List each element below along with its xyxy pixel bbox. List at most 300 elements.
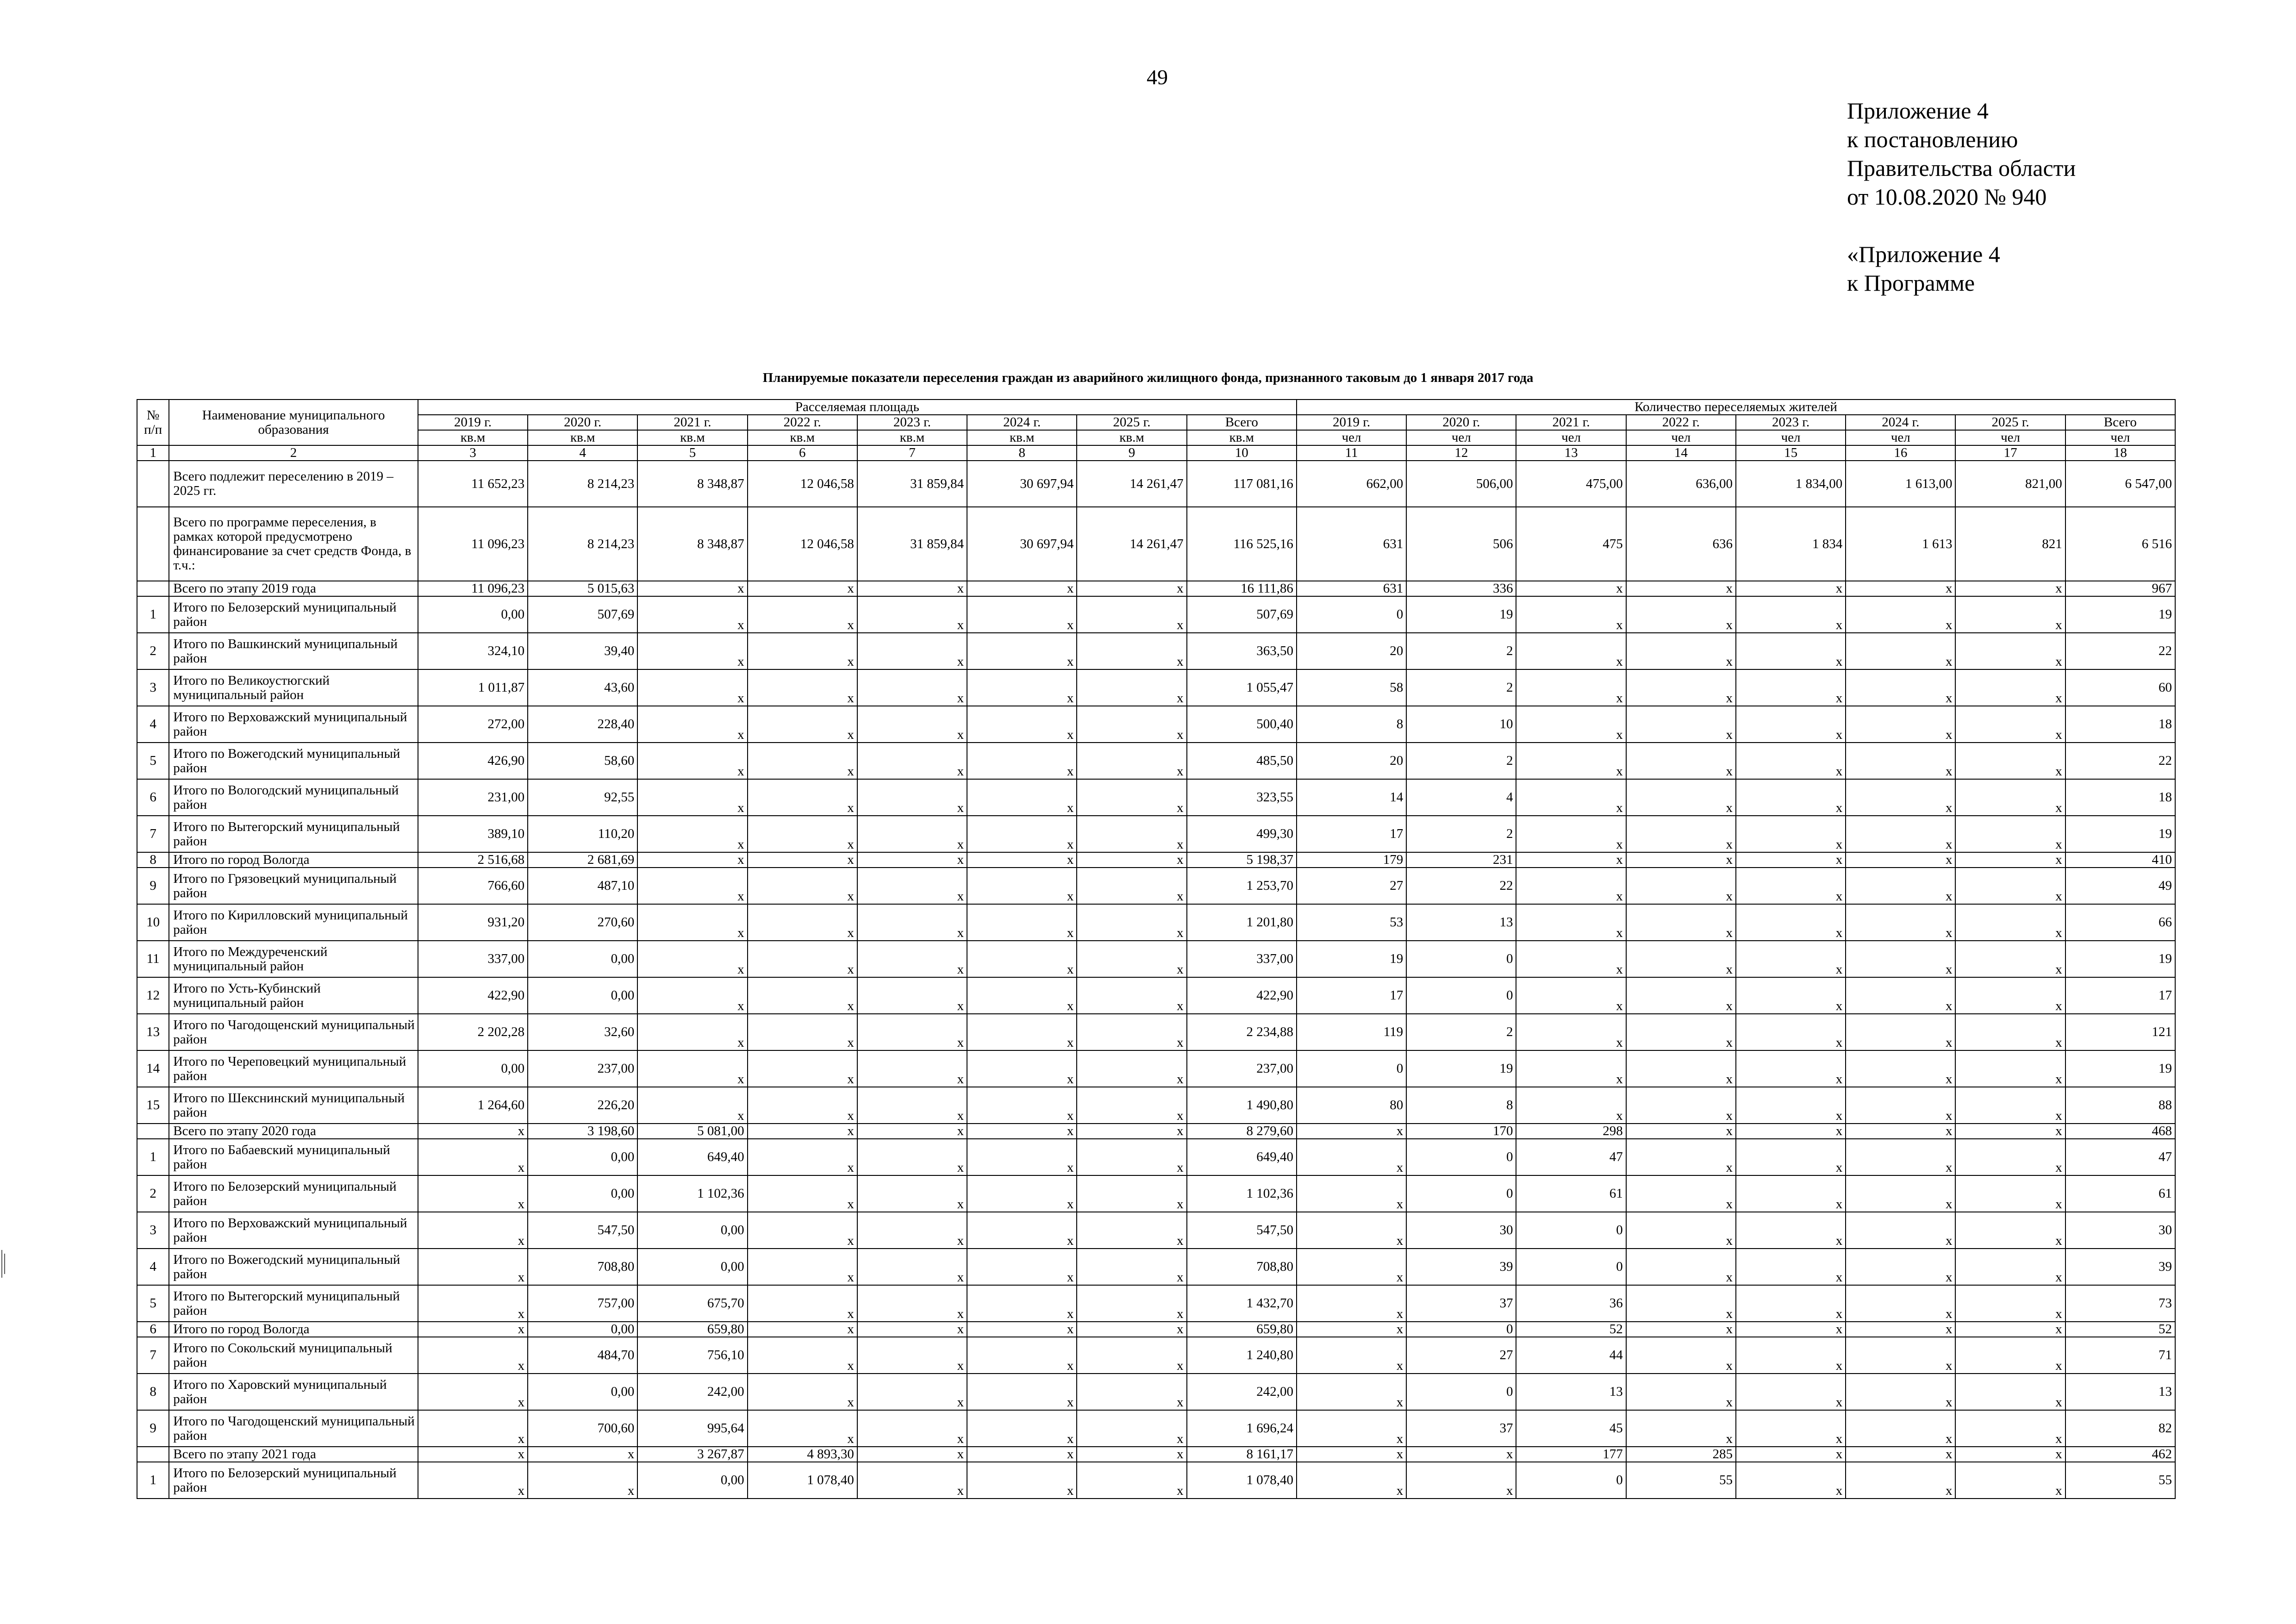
residents-value-cell: x (1846, 868, 1955, 904)
residents-value-cell: x (1736, 1124, 1846, 1139)
residents-value-cell: 0 (1406, 1322, 1516, 1337)
area-value-cell: 16 111,86 (1187, 581, 1297, 596)
residents-value-cell: 177 (1516, 1447, 1626, 1462)
area-value-cell: x (967, 1175, 1077, 1212)
row-number: 12 (137, 977, 169, 1014)
area-value-cell: x (967, 1124, 1077, 1139)
row-name: Итого по Белозерский муниципальный район (169, 596, 418, 633)
residents-value-cell: x (1736, 1014, 1846, 1050)
area-value-cell: x (418, 1212, 528, 1249)
header-residents-year: 2023 г. (1736, 415, 1846, 430)
residents-value-cell: 52 (2065, 1322, 2175, 1337)
row-name: Всего по программе переселения, в рамках которой предусмотрено финансирование за счет средств Фонда, в т.ч.: (169, 507, 418, 581)
row-name: Итого по Вожегодский муниципальный район (169, 1249, 418, 1285)
area-value-cell: x (418, 1447, 528, 1462)
area-value-cell: x (418, 1462, 528, 1499)
area-value-cell: x (857, 669, 967, 706)
row-number: 6 (137, 1322, 169, 1337)
area-value-cell: x (748, 633, 857, 669)
area-value-cell: x (857, 1322, 967, 1337)
area-value-cell: x (748, 581, 857, 596)
residents-value-cell: x (1297, 1462, 1406, 1499)
residents-value-cell: x (1955, 1322, 2065, 1337)
table-row (137, 1124, 2175, 1139)
area-value-cell: 1 078,40 (1187, 1462, 1297, 1499)
residents-value-cell: x (1736, 1087, 1846, 1124)
area-value-cell: x (967, 706, 1077, 743)
residents-value-cell: x (1955, 1139, 2065, 1175)
area-value-cell: x (857, 633, 967, 669)
residents-value-cell: 19 (2065, 941, 2175, 977)
residents-value-cell: 821,00 (1955, 461, 2065, 507)
residents-value-cell: x (1516, 706, 1626, 743)
area-value-cell: 499,30 (1187, 816, 1297, 852)
header-residents-unit: чел (1626, 430, 1736, 445)
residents-value-cell: x (1955, 1014, 2065, 1050)
residents-value-cell: x (1846, 1014, 1955, 1050)
header-area-year: 2019 г. (418, 415, 528, 430)
table-row (137, 743, 2175, 779)
residents-value-cell: x (1955, 868, 2065, 904)
area-value-cell: x (748, 669, 857, 706)
area-value-cell: x (967, 1212, 1077, 1249)
header-residents-year: 2025 г. (1955, 415, 2065, 430)
header-area-year: 2025 г. (1077, 415, 1186, 430)
header-residents-group: Количество переселяемых жителей (1297, 400, 2175, 415)
area-value-cell: x (637, 904, 747, 941)
area-value-cell: 116 525,16 (1187, 507, 1297, 581)
residents-value-cell: x (1955, 1050, 2065, 1087)
area-value-cell: 1 078,40 (748, 1462, 857, 1499)
residents-value-cell: x (1626, 743, 1736, 779)
header-column-number: 7 (857, 445, 967, 461)
area-value-cell: 8 279,60 (1187, 1124, 1297, 1139)
residents-value-cell: x (1736, 669, 1846, 706)
area-value-cell: x (857, 816, 967, 852)
area-value-cell: x (637, 706, 747, 743)
residents-value-cell: x (1736, 1175, 1846, 1212)
residents-value-cell: x (1955, 1175, 2065, 1212)
row-number: 10 (137, 904, 169, 941)
area-value-cell: x (857, 904, 967, 941)
area-value-cell: x (857, 1285, 967, 1322)
area-value-cell: 231,00 (418, 779, 528, 816)
area-value-cell: x (637, 1014, 747, 1050)
area-value-cell: 2 234,88 (1187, 1014, 1297, 1050)
residents-value-cell: 967 (2065, 581, 2175, 596)
area-value-cell: 8 214,23 (528, 507, 637, 581)
residents-value-cell: x (1955, 1410, 2065, 1447)
residents-value-cell: 2 (1406, 669, 1516, 706)
residents-value-cell: 298 (1516, 1124, 1626, 1139)
area-value-cell: x (1077, 779, 1186, 816)
residents-value-cell: x (1626, 1249, 1736, 1285)
area-value-cell: x (418, 1410, 528, 1447)
residents-value-cell: 71 (2065, 1337, 2175, 1374)
residents-value-cell: x (1516, 1014, 1626, 1050)
residents-value-cell: 636,00 (1626, 461, 1736, 507)
table-row (137, 1050, 2175, 1087)
area-value-cell: x (857, 1212, 967, 1249)
row-name: Итого по Чагодощенский муниципальный район (169, 1014, 418, 1050)
area-value-cell: x (418, 1374, 528, 1410)
area-value-cell: 708,80 (528, 1249, 637, 1285)
table-row (137, 977, 2175, 1014)
residents-value-cell: x (1736, 1285, 1846, 1322)
area-value-cell: x (1077, 669, 1186, 706)
row-name: Итого по Белозерский муниципальный район (169, 1175, 418, 1212)
row-number: 7 (137, 1337, 169, 1374)
residents-value-cell: x (1516, 816, 1626, 852)
residents-value-cell: x (1516, 904, 1626, 941)
area-value-cell: x (528, 1462, 637, 1499)
table-row (137, 596, 2175, 633)
row-number: 8 (137, 852, 169, 868)
area-value-cell: 8 348,87 (637, 461, 747, 507)
residents-value-cell: x (1626, 868, 1736, 904)
residents-value-cell: 336 (1406, 581, 1516, 596)
appendix-line: от 10.08.2020 № 940 (1847, 184, 2047, 210)
area-value-cell: x (418, 1337, 528, 1374)
residents-value-cell: 231 (1406, 852, 1516, 868)
area-value-cell: x (637, 581, 747, 596)
residents-value-cell: 19 (2065, 596, 2175, 633)
residents-value-cell: x (1846, 977, 1955, 1014)
area-value-cell: x (1077, 868, 1186, 904)
header-column-number: 1 (137, 445, 169, 461)
area-value-cell: x (967, 633, 1077, 669)
table-row (137, 941, 2175, 977)
area-value-cell: x (857, 1050, 967, 1087)
header-column-number: 10 (1187, 445, 1297, 461)
area-value-cell: x (967, 1014, 1077, 1050)
area-value-cell: x (857, 596, 967, 633)
residents-value-cell: x (1626, 779, 1736, 816)
residents-value-cell: x (1626, 977, 1736, 1014)
residents-value-cell: x (1955, 1285, 2065, 1322)
residents-value-cell: x (1846, 706, 1955, 743)
residents-value-cell: x (1626, 1139, 1736, 1175)
table-row (137, 1175, 2175, 1212)
residents-value-cell: 39 (2065, 1249, 2175, 1285)
residents-value-cell: 8 (1297, 706, 1406, 743)
row-number: 7 (137, 816, 169, 852)
area-value-cell: x (967, 1087, 1077, 1124)
residents-value-cell: x (1955, 1212, 2065, 1249)
residents-value-cell: x (1516, 868, 1626, 904)
residents-value-cell: x (1736, 779, 1846, 816)
table-row (137, 1087, 2175, 1124)
residents-value-cell: 6 547,00 (2065, 461, 2175, 507)
area-value-cell: 242,00 (1187, 1374, 1297, 1410)
table-row (137, 1322, 2175, 1337)
area-value-cell: x (857, 1087, 967, 1124)
area-value-cell: x (637, 596, 747, 633)
residents-value-cell: x (1736, 1139, 1846, 1175)
area-value-cell: 12 046,58 (748, 507, 857, 581)
row-number: 5 (137, 743, 169, 779)
residents-value-cell: 55 (1626, 1462, 1736, 1499)
area-value-cell: 3 267,87 (637, 1447, 747, 1462)
area-value-cell: 30 697,94 (967, 461, 1077, 507)
table-row (137, 1337, 2175, 1374)
residents-value-cell: 1 613 (1846, 507, 1955, 581)
residents-value-cell: 19 (1406, 1050, 1516, 1087)
header-column-number: 6 (748, 445, 857, 461)
row-number (137, 1124, 169, 1139)
area-value-cell: x (1077, 1285, 1186, 1322)
area-value-cell: x (637, 743, 747, 779)
header-column-number: 17 (1955, 445, 2065, 461)
residents-value-cell: x (1736, 852, 1846, 868)
residents-value-cell: 37 (1406, 1285, 1516, 1322)
row-name: Итого по город Вологда (169, 1322, 418, 1337)
area-value-cell: x (748, 1014, 857, 1050)
residents-value-cell: x (1736, 633, 1846, 669)
residents-value-cell: 45 (1516, 1410, 1626, 1447)
area-value-cell: x (637, 816, 747, 852)
area-value-cell: 1 490,80 (1187, 1087, 1297, 1124)
residents-value-cell: x (1626, 1212, 1736, 1249)
row-number: 11 (137, 941, 169, 977)
row-name: Итого по Шекснинский муниципальный район (169, 1087, 418, 1124)
row-name: Итого по Чагодощенский муниципальный район (169, 1410, 418, 1447)
row-number: 4 (137, 1249, 169, 1285)
residents-value-cell: 22 (2065, 633, 2175, 669)
residents-value-cell: x (1516, 743, 1626, 779)
residents-value-cell: x (1626, 941, 1736, 977)
area-value-cell: 5 198,37 (1187, 852, 1297, 868)
area-value-cell: x (967, 1285, 1077, 1322)
area-value-cell: x (857, 941, 967, 977)
area-value-cell: x (1077, 1374, 1186, 1410)
area-value-cell: x (857, 868, 967, 904)
residents-value-cell: x (1626, 1374, 1736, 1410)
residents-value-cell: x (1846, 1337, 1955, 1374)
table-row (137, 669, 2175, 706)
area-value-cell: 507,69 (1187, 596, 1297, 633)
area-value-cell: 1 102,36 (1187, 1175, 1297, 1212)
residents-value-cell: x (1736, 596, 1846, 633)
area-value-cell: x (1077, 1410, 1186, 1447)
header-residents-unit: чел (2065, 430, 2175, 445)
residents-value-cell: x (1736, 581, 1846, 596)
residents-value-cell: x (1736, 816, 1846, 852)
row-name: Итого по Сокольский муниципальный район (169, 1337, 418, 1374)
area-value-cell: 228,40 (528, 706, 637, 743)
table-row (137, 1014, 2175, 1050)
residents-value-cell: 285 (1626, 1447, 1736, 1462)
area-value-cell: x (1077, 1050, 1186, 1087)
header-column-number: 12 (1406, 445, 1516, 461)
area-value-cell: x (967, 868, 1077, 904)
residents-value-cell: x (1846, 904, 1955, 941)
area-value-cell: x (967, 904, 1077, 941)
header-area-unit: кв.м (967, 430, 1077, 445)
area-value-cell: 1 011,87 (418, 669, 528, 706)
area-value-cell: x (748, 1410, 857, 1447)
residents-value-cell: x (1626, 904, 1736, 941)
area-value-cell: 2 681,69 (528, 852, 637, 868)
residents-value-cell: 22 (2065, 743, 2175, 779)
area-value-cell: x (967, 596, 1077, 633)
area-value-cell: x (418, 1139, 528, 1175)
area-value-cell: 507,69 (528, 596, 637, 633)
scan-edge-mark (0, 1250, 9, 1278)
header-residents-year: 2024 г. (1846, 415, 1955, 430)
area-value-cell: x (748, 1050, 857, 1087)
resettlement-table (137, 399, 2176, 1499)
residents-value-cell: x (1736, 1249, 1846, 1285)
residents-value-cell: x (1406, 1447, 1516, 1462)
area-value-cell: x (1077, 1249, 1186, 1285)
header-column-number: 13 (1516, 445, 1626, 461)
residents-value-cell: x (1736, 941, 1846, 977)
area-value-cell: x (967, 1374, 1077, 1410)
area-value-cell: x (857, 1124, 967, 1139)
residents-value-cell: 18 (2065, 706, 2175, 743)
residents-value-cell: x (1955, 1337, 2065, 1374)
area-value-cell: 389,10 (418, 816, 528, 852)
row-name: Итого по Череповецкий муниципальный район (169, 1050, 418, 1087)
residents-value-cell: 47 (1516, 1139, 1626, 1175)
area-value-cell: x (857, 1374, 967, 1410)
residents-value-cell: 17 (1297, 816, 1406, 852)
residents-value-cell: x (1846, 1175, 1955, 1212)
residents-value-cell: 468 (2065, 1124, 2175, 1139)
row-number: 9 (137, 1410, 169, 1447)
header-years-row (137, 415, 2175, 430)
area-value-cell: x (748, 596, 857, 633)
residents-value-cell: x (1297, 1410, 1406, 1447)
residents-value-cell: 53 (1297, 904, 1406, 941)
area-value-cell: 39,40 (528, 633, 637, 669)
header-area-year: 2022 г. (748, 415, 857, 430)
row-name: Всего по этапу 2021 года (169, 1447, 418, 1462)
residents-value-cell: 1 834 (1736, 507, 1846, 581)
area-value-cell: x (637, 669, 747, 706)
area-value-cell: x (748, 1087, 857, 1124)
row-number: 2 (137, 1175, 169, 1212)
area-value-cell: 0,00 (528, 941, 637, 977)
area-value-cell: 12 046,58 (748, 461, 857, 507)
area-value-cell: 708,80 (1187, 1249, 1297, 1285)
area-value-cell: x (967, 1050, 1077, 1087)
area-value-cell: x (418, 1285, 528, 1322)
area-value-cell: 675,70 (637, 1285, 747, 1322)
area-value-cell: x (637, 1087, 747, 1124)
area-value-cell: 8 348,87 (637, 507, 747, 581)
area-value-cell: 649,40 (1187, 1139, 1297, 1175)
area-value-cell: 0,00 (637, 1462, 747, 1499)
area-value-cell: x (857, 1337, 967, 1374)
area-value-cell: x (748, 1175, 857, 1212)
residents-value-cell: 0 (1406, 1175, 1516, 1212)
header-column-number: 14 (1626, 445, 1736, 461)
area-value-cell: 1 696,24 (1187, 1410, 1297, 1447)
header-column-number: 15 (1736, 445, 1846, 461)
area-value-cell: 117 081,16 (1187, 461, 1297, 507)
residents-value-cell: x (1516, 977, 1626, 1014)
area-value-cell: 226,20 (528, 1087, 637, 1124)
residents-value-cell: 61 (2065, 1175, 2175, 1212)
appendix-line: «Приложение 4 (1847, 241, 2000, 267)
area-value-cell: x (1077, 941, 1186, 977)
residents-value-cell: x (1626, 1124, 1736, 1139)
area-value-cell: 422,90 (418, 977, 528, 1014)
area-value-cell: 11 652,23 (418, 461, 528, 507)
residents-value-cell: 4 (1406, 779, 1516, 816)
residents-value-cell: x (1846, 633, 1955, 669)
residents-value-cell: x (1955, 779, 2065, 816)
residents-value-cell: x (1626, 1175, 1736, 1212)
header-residents-year: Всего (2065, 415, 2175, 430)
residents-value-cell: 170 (1406, 1124, 1516, 1139)
residents-value-cell: x (1626, 596, 1736, 633)
residents-value-cell: 49 (2065, 868, 2175, 904)
area-value-cell: 5 015,63 (528, 581, 637, 596)
area-value-cell: 500,40 (1187, 706, 1297, 743)
header-residents-year: 2021 г. (1516, 415, 1626, 430)
residents-value-cell: x (1955, 852, 2065, 868)
header-area-unit: кв.м (637, 430, 747, 445)
residents-value-cell: x (1955, 1374, 2065, 1410)
residents-value-cell: 60 (2065, 669, 2175, 706)
area-value-cell: x (1077, 904, 1186, 941)
residents-value-cell: 631 (1297, 507, 1406, 581)
residents-value-cell: 0 (1297, 596, 1406, 633)
area-value-cell: 0,00 (637, 1212, 747, 1249)
residents-value-cell: x (1846, 596, 1955, 633)
residents-value-cell: 13 (1406, 904, 1516, 941)
residents-value-cell: 0 (1406, 977, 1516, 1014)
residents-value-cell: 39 (1406, 1249, 1516, 1285)
residents-value-cell: x (1736, 1337, 1846, 1374)
area-value-cell: 337,00 (1187, 941, 1297, 977)
residents-value-cell: 55 (2065, 1462, 2175, 1499)
area-value-cell: x (748, 868, 857, 904)
header-column-number: 4 (528, 445, 637, 461)
area-value-cell: 1 055,47 (1187, 669, 1297, 706)
table-row (137, 1447, 2175, 1462)
table-row (137, 1462, 2175, 1499)
residents-value-cell: 636 (1626, 507, 1736, 581)
area-value-cell: 0,00 (528, 1175, 637, 1212)
area-value-cell: x (748, 816, 857, 852)
area-value-cell: x (748, 1249, 857, 1285)
residents-value-cell: x (1846, 743, 1955, 779)
table-row (137, 1249, 2175, 1285)
area-value-cell: 547,50 (1187, 1212, 1297, 1249)
area-value-cell: x (857, 977, 967, 1014)
page-number: 49 (1147, 65, 1168, 89)
residents-value-cell: x (1516, 852, 1626, 868)
residents-value-cell: x (1736, 904, 1846, 941)
area-value-cell: 649,40 (637, 1139, 747, 1175)
row-number: 9 (137, 868, 169, 904)
residents-value-cell: x (1736, 1447, 1846, 1462)
residents-value-cell: x (1846, 1139, 1955, 1175)
area-value-cell: 1 264,60 (418, 1087, 528, 1124)
residents-value-cell: 0 (1516, 1462, 1626, 1499)
residents-value-cell: 0 (1406, 1139, 1516, 1175)
residents-value-cell: x (1846, 1410, 1955, 1447)
residents-value-cell: x (1297, 1374, 1406, 1410)
area-value-cell: x (1077, 1447, 1186, 1462)
header-residents-unit: чел (1516, 430, 1626, 445)
area-value-cell: x (1077, 1124, 1186, 1139)
residents-value-cell: x (1955, 1124, 2065, 1139)
